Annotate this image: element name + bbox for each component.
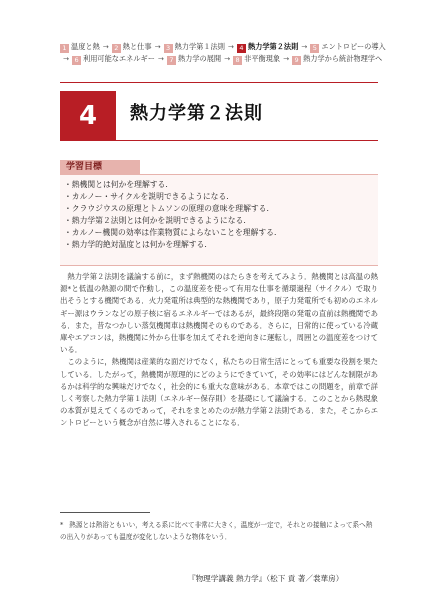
nav-item-label: 利用可能なエネルギー [83, 54, 155, 63]
arrow-right-icon: → [102, 42, 109, 51]
chapter-number: 4 [78, 101, 98, 131]
chapter-nav-line-2 [60, 53, 390, 65]
footnote [60, 519, 378, 543]
arrow-right-icon: → [227, 42, 234, 51]
learning-goal-item: ・熱機関とは何かを理解する． [64, 180, 174, 189]
chapter-number-badge: 1 [60, 44, 69, 53]
chapter-number-badge: 6 [72, 56, 81, 65]
nav-item-label: 熱力学第２法則 [247, 42, 299, 51]
chapter-number-badge: 2 [112, 44, 121, 53]
chapter-top-rule [60, 82, 378, 83]
arrow-right-icon: → [224, 54, 231, 63]
learning-goal-item: ・カルノー機関の効率は作業物質によらないことを理解する． [64, 228, 282, 238]
learning-goals-label: 学習目標 [66, 162, 103, 172]
arrow-right-icon: → [154, 42, 161, 51]
footnote-rule [60, 512, 150, 513]
chapter-navigation [60, 41, 390, 65]
chapter-number-badge-current: 4 [237, 44, 246, 53]
nav-item-label: エントロピーの導入 [321, 42, 386, 51]
footnote-mark: * [60, 521, 64, 529]
nav-item-label: 熱力学の展開 [177, 54, 222, 63]
nav-item-ch9 [292, 54, 382, 63]
learning-goal-item: ・熱力学第２法則とは何かを説明できるようになる． [64, 216, 252, 226]
arrow-right-icon: → [157, 54, 164, 63]
chapter-number-badge: 7 [167, 56, 176, 65]
nav-item-label: 温度と熱 [71, 42, 100, 51]
chapter-number-badge: 9 [292, 56, 301, 65]
learning-goals-list [64, 179, 374, 252]
chapter-number-badge: 3 [164, 44, 173, 53]
learning-goal-item: ・熱力学的絶対温度とは何かを理解する． [64, 240, 213, 250]
nav-item-ch6 [72, 54, 155, 63]
footnote-text: 熱源とは熱浴ともいい，考える系に比べて非常に大きく，温度が一定で，それとの接触によって系へ熱の出入りがあっても温度が変化しないような物体をいう． [60, 521, 373, 541]
book-citation: 『物理学講義 熱力学』（松下 貢 著／裳華房） [188, 574, 344, 583]
nav-item-ch3 [164, 42, 225, 51]
arrow-right-icon: → [301, 42, 308, 51]
body-paragraph-2: このように，熱機関は産業的な面だけでなく，私たちの日常生活にとっても重要な役割を果たしている．したがって，熱機関が原理的にどのようにできていて，その効率にはどんな制限があるかは科学的な興味だけでなく，社会的にも重大な意味がある．本章ではこの問題を，前章で詳しく考察した熱力学第１法則（エネルギー保存則）を基礎にして議論する．このことから熱現象の本質が見えてくるのであって，それをまとめたのが熱力学第２法則である．また，そこからエントロピーという概念が自然に導入されることになる． [60, 357, 378, 428]
body-text [60, 271, 378, 430]
chapter-nav-line-1 [60, 41, 390, 53]
nav-item-ch1 [60, 42, 100, 51]
chapter-number-badge: 5 [310, 44, 319, 53]
chapter-number-badge: 8 [233, 56, 242, 65]
arrow-right-icon: → [283, 54, 290, 63]
learning-goal-item: ・クラウジウスの原理とトムソンの原理の意味を理解する． [64, 204, 275, 214]
nav-item-label: 熱力学第１法則 [174, 42, 225, 51]
chapter-title-underline [116, 140, 378, 141]
nav-item-ch8 [233, 54, 280, 63]
body-paragraph-1: 熱力学第２法則を議論する前に，まず熱機関のはたらきを考えてみよう．熱機関とは高温の熱源*と低温の熱源の間で作動し，この温度差を使って有用な仕事を循環過程（サイクル）で取り出そうとする機関である．火力発電所は典型的な熱機関であり，原子力発電所でも初めのエネルギー源はウランなどの原子核に宿るエネルギーではあるが，最終段階の発電の直前は熱機関である．また，昔なつかしい蒸気機関車は熱機関そのものである．さらに，日常的に使っている冷蔵庫やエアコンは，熱機関に外から仕事を加えてそれを逆向きに運転し，周囲との温度差をつけている． [60, 272, 378, 355]
learning-goal-item: ・カルノー・サイクルを説明できるようになる． [64, 192, 235, 202]
nav-item-ch7 [167, 54, 221, 63]
nav-item-label: 熱と仕事 [122, 42, 152, 51]
nav-item-label: 熱力学から統計物理学へ [303, 54, 383, 63]
nav-item-label: 非平衡現象 [244, 54, 281, 63]
nav-item-ch4-current [237, 42, 298, 51]
nav-item-ch2 [112, 42, 152, 51]
chapter-title: 熱力学第２法則 [130, 103, 263, 124]
nav-item-ch5 [310, 42, 385, 51]
arrow-right-icon: → [63, 54, 70, 63]
